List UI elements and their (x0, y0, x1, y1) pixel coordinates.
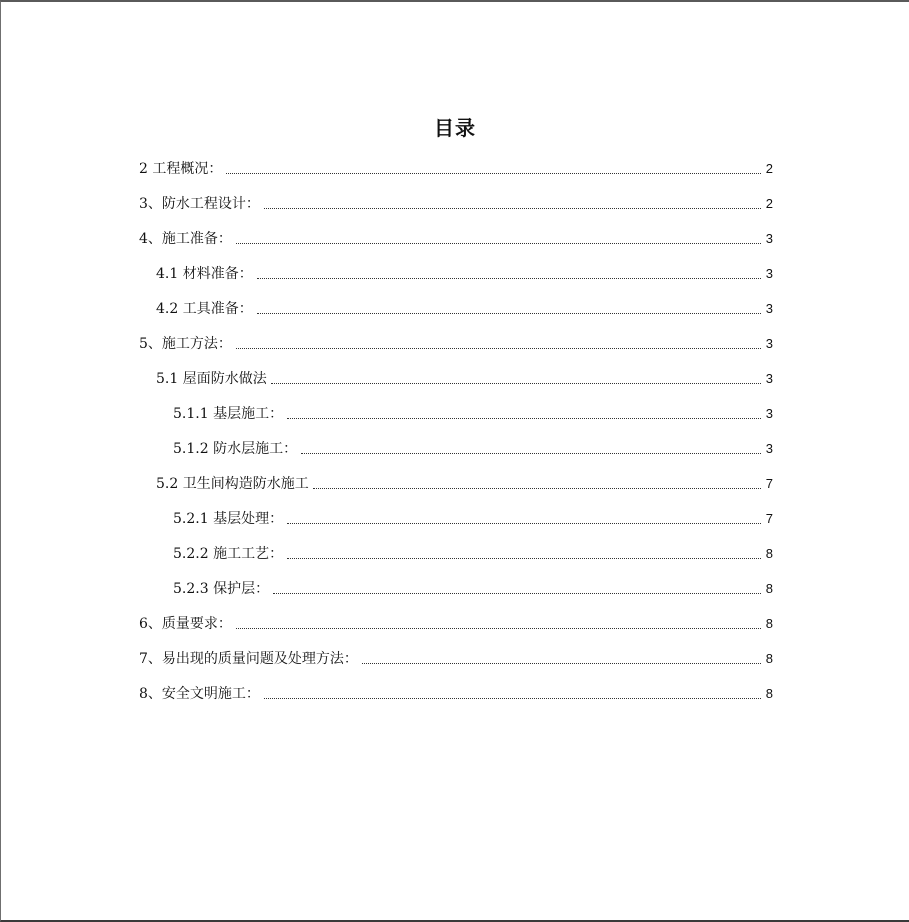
toc-entry-quality-requirements[interactable] (139, 611, 773, 633)
toc-entry-label: 4、施工准备： (139, 231, 232, 247)
toc-dot-leader (287, 523, 761, 524)
toc-entry-quality-issues[interactable] (139, 646, 773, 668)
toc-entry-label: 5.2.2 施工工艺： (173, 546, 284, 562)
toc-entry-label: 5.2.1 基层处理： (173, 511, 284, 527)
toc-page-number: 8 (765, 651, 773, 666)
toc-entry-label: 5、施工方法： (139, 336, 232, 352)
toc-page-number: 7 (765, 511, 773, 526)
toc-page-number: 3 (765, 441, 773, 456)
toc-dot-leader (287, 558, 761, 559)
toc-dot-leader (257, 278, 761, 279)
toc-page-number: 3 (765, 266, 773, 281)
toc-entry-label: 6、质量要求： (139, 616, 232, 632)
toc-dot-leader (236, 348, 761, 349)
toc-entry-protective-layer[interactable] (173, 576, 773, 598)
toc-page-number: 2 (765, 196, 773, 211)
toc-entry-base-treatment[interactable] (173, 506, 773, 528)
toc-entry-material-prep[interactable] (156, 261, 773, 283)
toc-page-number: 3 (765, 371, 773, 386)
toc-dot-leader (236, 243, 761, 244)
toc-entry-label: 5.2 卫生间构造防水施工 (156, 476, 309, 492)
toc-entry-label: 4.2 工具准备： (156, 301, 253, 317)
toc-page-number: 2 (765, 161, 773, 176)
toc-entry-label: 8、安全文明施工： (139, 686, 260, 702)
toc-entry-label: 5.2.3 保护层： (173, 581, 270, 597)
toc-page-number: 7 (765, 476, 773, 491)
toc-entry-construction-method[interactable] (139, 331, 773, 353)
toc-entry-construction-prep[interactable] (139, 226, 773, 248)
toc-dot-leader (257, 313, 761, 314)
toc-dot-leader (362, 663, 761, 664)
toc-dot-leader (236, 628, 761, 629)
toc-entry-label: 7、易出现的质量问题及处理方法： (139, 651, 358, 667)
toc-dot-leader (264, 698, 761, 699)
toc-dot-leader (264, 208, 761, 209)
toc-dot-leader (287, 418, 761, 419)
toc-entry-label: 5.1 屋面防水做法 (156, 371, 267, 387)
toc-dot-leader (313, 488, 761, 489)
toc-entry-safe-civilized-construction[interactable] (139, 681, 773, 703)
toc-page-number: 8 (765, 546, 773, 561)
toc-entry-base-layer-construction[interactable] (173, 401, 773, 423)
toc-page-number: 3 (765, 301, 773, 316)
toc-page-number: 3 (765, 336, 773, 351)
toc-entry-bathroom-waterproofing[interactable] (156, 471, 773, 493)
toc-entry-roof-waterproofing[interactable] (156, 366, 773, 388)
toc-entry-tool-prep[interactable] (156, 296, 773, 318)
toc-entry-label: 5.1.1 基层施工： (173, 406, 284, 422)
toc-page-number: 8 (765, 616, 773, 631)
toc-page-number: 8 (765, 686, 773, 701)
toc-page-number: 8 (765, 581, 773, 596)
toc-dot-leader (226, 173, 761, 174)
toc-entry-project-overview[interactable] (139, 156, 773, 178)
toc-title: 目录 (434, 116, 476, 140)
toc-entry-label: 4.1 材料准备： (156, 266, 253, 282)
toc-entry-label: 2 工程概况： (139, 161, 223, 177)
toc-dot-leader (271, 383, 761, 384)
toc-entry-label: 5.1.2 防水层施工： (173, 441, 298, 457)
toc-entry-waterproof-design[interactable] (139, 191, 773, 213)
toc-entry-label: 3、防水工程设计： (139, 196, 260, 212)
toc-dot-leader (301, 453, 761, 454)
toc-entry-waterproof-layer-construction[interactable] (173, 436, 773, 458)
toc-page-number: 3 (765, 231, 773, 246)
toc-dot-leader (273, 593, 761, 594)
toc-page-number: 3 (765, 406, 773, 421)
toc-entry-construction-process[interactable] (173, 541, 773, 563)
